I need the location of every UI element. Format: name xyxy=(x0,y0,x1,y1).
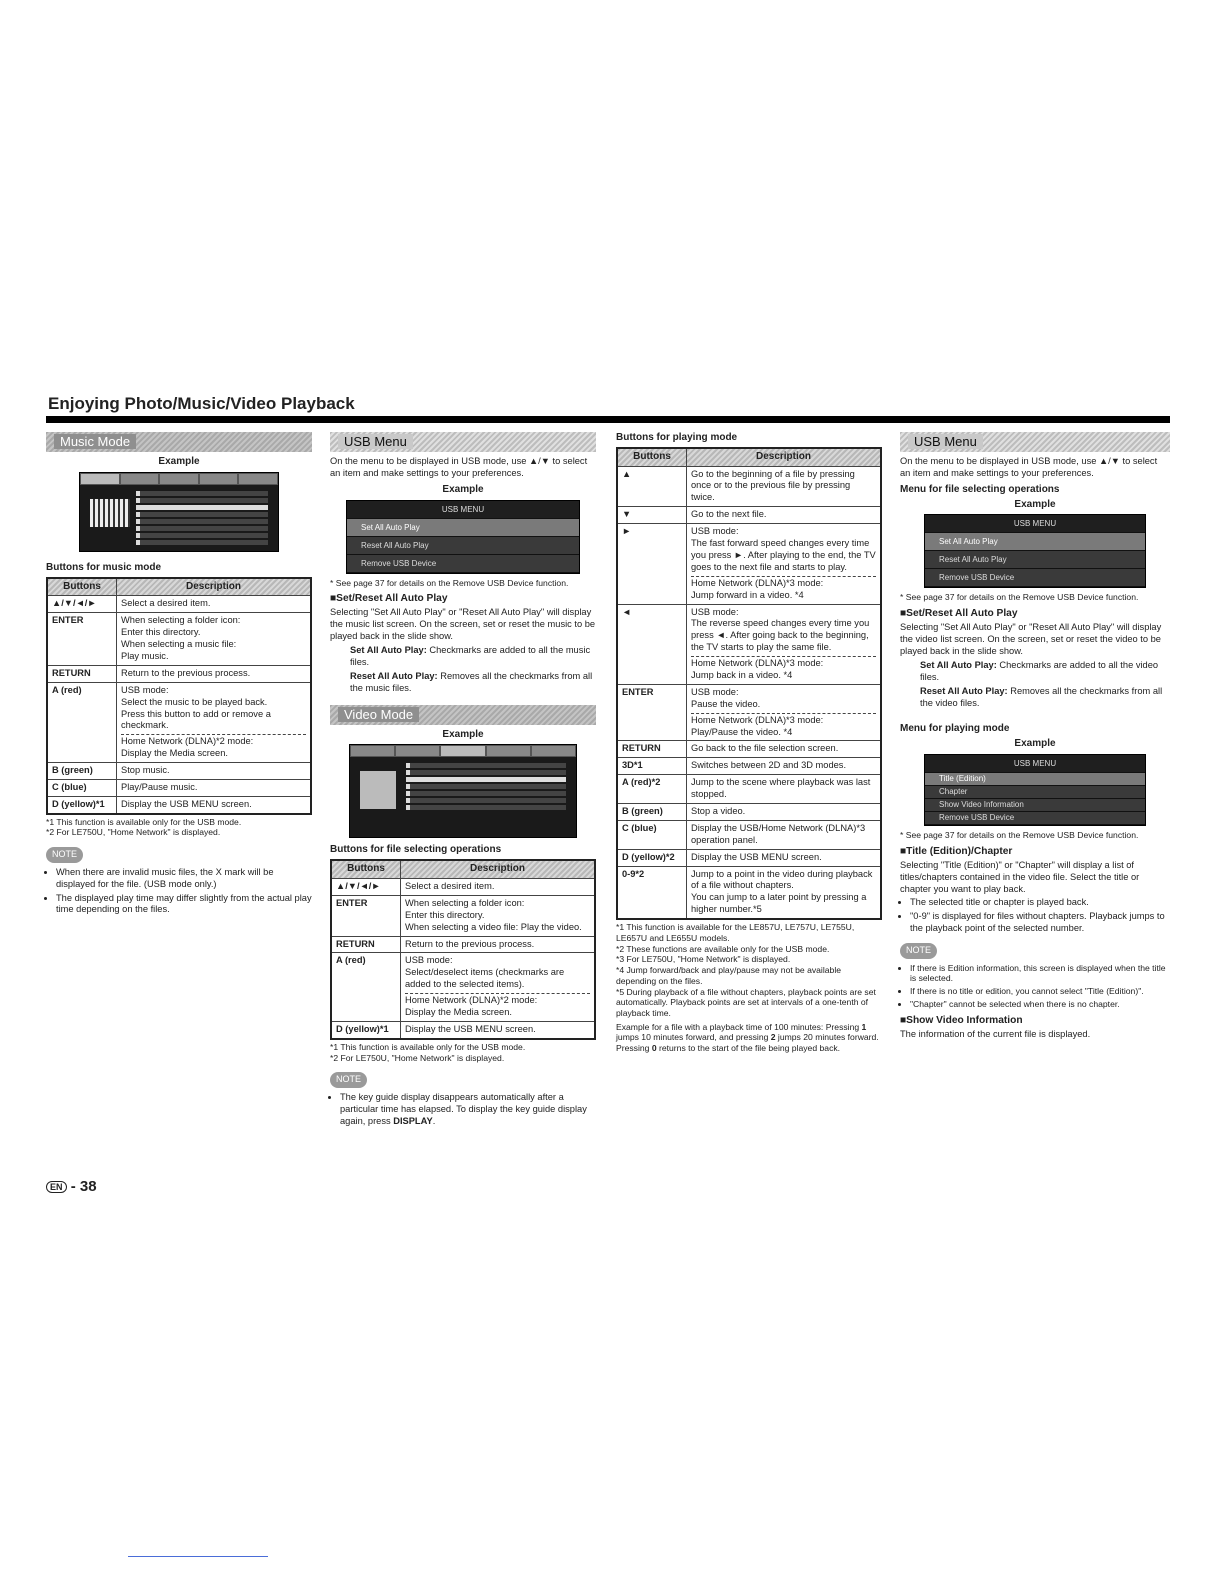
usb-menu-intro: On the menu to be displayed in USB mode, use ▲/▼ to select an item and make settings to your preferences. xyxy=(900,456,1158,478)
music-example-label: Example xyxy=(158,456,200,467)
music-buttons-table xyxy=(46,577,312,815)
list-item: • When there are invalid music files, the X mark will be displayed for the file. (USB mode only.) xyxy=(56,867,312,891)
playback-example-text: Example for a file with a playback time of 100 minutes: Pressing 1 jumps 10 minutes forward, and pressing 2 jumps 20 minutes forward. Pressing 0 returns to the start of the file being played back. xyxy=(616,1021,879,1054)
set-all-item: Set All Auto Play: Checkmarks are added to all the video files. xyxy=(920,659,1159,682)
usb-menu-example-screenshot: USB MENU Set All Auto Play Reset All Auto Play Remove USB Device xyxy=(346,500,580,574)
table-row: D (yellow)*2 Display the USB MENU screen. xyxy=(617,849,881,866)
piano-icon xyxy=(90,499,130,527)
table-row: A (red)*2 Jump to the scene where playback was last stopped. xyxy=(617,775,881,804)
playing-footnote-1: *1 This function is available for the LE857U, LE757U, LE755U, LE657U and LE655U models. xyxy=(616,922,855,943)
video-example-screenshot xyxy=(349,744,577,838)
file-menu-example-screenshot: USB MENU Set All Auto Play Reset All Auto Play Remove USB Device xyxy=(924,514,1146,588)
note-badge: NOTE xyxy=(46,847,83,863)
reset-all-item: Reset All Auto Play: Removes all the checkmarks from all the music files. xyxy=(350,670,593,693)
list-item: • If there is Edition information, this screen is displayed when the title is selected. xyxy=(910,963,1170,984)
table-row: B (green) Stop a video. xyxy=(617,803,881,820)
table-header-description: Description xyxy=(401,860,596,878)
usb-menu-intro: On the menu to be displayed in USB mode, use ▲/▼ to select an item and make settings to your preferences. xyxy=(330,456,588,478)
table-row: RETURN Go back to the file selection screen. xyxy=(617,741,881,758)
list-item: • The selected title or chapter is played back. xyxy=(910,897,1170,909)
playing-footnote-2: *2 These functions are available only for the USB mode. xyxy=(616,943,830,954)
show-info-text: The information of the current file is displayed. xyxy=(900,1028,1091,1039)
note-badge: NOTE xyxy=(900,943,937,959)
list-item: • The displayed play time may differ slightly from the actual play time depending on the files. xyxy=(56,893,312,917)
video-example-label: Example xyxy=(442,728,484,740)
playing-buttons-table xyxy=(616,447,882,920)
title-notes xyxy=(900,963,1170,1010)
set-reset-text: Selecting "Set All Auto Play" or "Reset All Auto Play" will display the music list screen. On the screen, set or reset the music to be played back in the slide show. xyxy=(330,607,596,642)
table-row: ▼ Go to the next file. xyxy=(617,507,881,524)
music-notes xyxy=(46,867,312,917)
column-playing-mode xyxy=(616,432,882,1057)
play-menu-title: Menu for playing mode xyxy=(900,723,1010,735)
list-item: • The key guide display disappears automatically after a particular time has elapsed. To display the key guide display again, press DISPLAY. xyxy=(340,1092,596,1128)
table-header-description: Description xyxy=(117,578,312,596)
set-reset-heading: ■ Set/Reset All Auto Play xyxy=(330,592,596,605)
file-menu-footnote: * See page 37 for details on the Remove USB Device function. xyxy=(900,592,1139,603)
playing-table-title: Buttons for playing mode xyxy=(616,432,738,443)
usb-menu-footnote: * See page 37 for details on the Remove USB Device function. xyxy=(330,577,569,588)
music-footnote-2: *2 For LE750U, "Home Network" is displayed. xyxy=(46,827,221,838)
usb-menu-example-label: Example xyxy=(442,483,484,495)
table-row: ▲/▼/◄/► Select a desired item. xyxy=(331,878,595,895)
music-mode-band: Music Mode xyxy=(46,432,312,452)
video-footnote-2: *2 For LE750U, "Home Network" is displayed. xyxy=(330,1052,505,1063)
video-table-title: Buttons for file selecting operations xyxy=(330,844,502,856)
table-header-description: Description xyxy=(687,448,882,466)
reset-all-item: Reset All Auto Play: Removes all the checkmarks from all the video files. xyxy=(920,685,1163,708)
play-menu-footnote: * See page 37 for details on the Remove USB Device function. xyxy=(900,829,1139,840)
usb-menu-band: USB Menu xyxy=(330,432,596,452)
page-footer xyxy=(46,1178,97,1195)
table-row: ▲/▼/◄/► Select a desired item. xyxy=(47,596,311,613)
table-row: ◄ USB mode: The reverse speed changes every time you press ◄. After going back to the beginning, the TV starts to play the same file. Home Network (DLNA)*3 mode: Jump back in a video. *4 xyxy=(617,604,881,684)
set-all-item: Set All Auto Play: Checkmarks are added to all the music files. xyxy=(350,645,591,667)
title-chapter-text: Selecting "Title (Edition)" or "Chapter" will display a list of titles/chapters contained in the video file. Select the title or chapter you want to play back. xyxy=(900,859,1140,894)
title-chapter-bullets xyxy=(900,897,1170,935)
video-mode-band: Video Mode xyxy=(330,705,596,725)
table-row: C (blue) Display the USB/Home Network (DLNA)*3 operation panel. xyxy=(617,820,881,849)
show-info-heading: ■ Show Video Information xyxy=(900,1014,1170,1027)
video-notes xyxy=(330,1092,596,1128)
video-footnote-1: *1 This function is available only for the USB mode. xyxy=(330,1041,526,1052)
play-menu-example-label: Example xyxy=(1014,738,1056,750)
table-row: C (blue) Play/Pause music. xyxy=(47,779,311,796)
bottom-link-line xyxy=(128,1556,268,1557)
playing-footnote-5: *5 During playback of a file without chapters, playback points are set automatically. Playback points are set at intervals of a one-tenth of playback time. xyxy=(616,986,876,1018)
table-row: D (yellow)*1 Display the USB MENU screen. xyxy=(47,796,311,813)
music-footnote-1: *1 This function is available only for the USB mode. xyxy=(46,816,242,827)
column-usb-menu-video xyxy=(900,432,1170,1043)
play-menu-example-screenshot: USB MENU Title (Edition) Chapter Show Video Information Remove USB Device xyxy=(924,754,1146,826)
playing-footnote-3: *3 For LE750U, "Home Network" is displayed. xyxy=(616,954,791,965)
language-badge: EN xyxy=(46,1181,67,1193)
table-row: 0-9*2 Jump to a point in the video during playback of a file without chapters. You can jump to a later point by pressing a higher number.*5 xyxy=(617,866,881,919)
title-chapter-heading: ■ Title (Edition)/Chapter xyxy=(900,845,1170,858)
column-music-mode xyxy=(46,432,312,918)
table-header-buttons: Buttons xyxy=(47,578,117,596)
page-number: - 38 xyxy=(70,1178,97,1195)
video-buttons-table xyxy=(330,859,596,1040)
table-row: ▲ Go to the beginning of a file by pressing once or to the previous file by pressing twice. xyxy=(617,466,881,507)
table-row: 3D*1 Switches between 2D and 3D modes. xyxy=(617,758,881,775)
table-row: RETURN Return to the previous process. xyxy=(331,936,595,953)
table-row: D (yellow)*1 Display the USB MENU screen. xyxy=(331,1021,595,1038)
file-menu-title: Menu for file selecting operations xyxy=(900,483,1060,495)
table-row: ENTER USB mode: Pause the video. Home Network (DLNA)*3 mode: Play/Pause the video. *4 xyxy=(617,684,881,741)
playing-footnote-4: *4 Jump forward/back and play/pause may not be available depending on the files. xyxy=(616,965,842,986)
table-row: B (green) Stop music. xyxy=(47,763,311,780)
list-item: • If there is no title or edition, you cannot select "Title (Edition)". xyxy=(910,986,1170,997)
list-item: • "Chapter" cannot be selected when there is no chapter. xyxy=(910,999,1170,1010)
table-header-buttons: Buttons xyxy=(617,448,687,466)
usb-menu-band: USB Menu xyxy=(900,432,1170,452)
table-row: A (red) USB mode: Select the music to be played back. Press this button to add or remove a checkmark. Home Network (DLNA)*2 mode: Display the Media screen. xyxy=(47,682,311,762)
title-rule xyxy=(46,416,1170,423)
set-reset-heading: ■ Set/Reset All Auto Play xyxy=(900,607,1170,620)
file-menu-example-label: Example xyxy=(1014,498,1056,510)
music-example-screenshot xyxy=(79,472,279,552)
list-item: • "0-9" is displayed for files without chapters. Playback jumps to the playback point of the selected number. xyxy=(910,911,1170,935)
set-reset-text: Selecting "Set All Auto Play" or "Reset All Auto Play" will display the video list screen. On the screen, set or reset the video to be played back in the slide show. xyxy=(900,622,1162,656)
film-icon xyxy=(360,771,396,809)
table-row: ► USB mode: The fast forward speed changes every time you press ►. After playing to the end, the TV goes to the next file and starts to play. Home Network (DLNA)*3 mode: Jump forward in a video. *4 xyxy=(617,524,881,604)
table-row: ENTER When selecting a folder icon: Enter this directory. When selecting a video file: Play the video. xyxy=(331,895,595,936)
table-header-buttons: Buttons xyxy=(331,860,401,878)
table-row: A (red) USB mode: Select/deselect items (checkmarks are added to the selected items). Home Network (DLNA)*2 mode: Display the Media screen. xyxy=(331,953,595,1021)
column-usb-menu-video-mode xyxy=(330,432,596,1129)
music-table-title: Buttons for music mode xyxy=(46,561,162,573)
note-badge: NOTE xyxy=(330,1072,367,1088)
table-row: RETURN Return to the previous process. xyxy=(47,665,311,682)
table-row: ENTER When selecting a folder icon: Enter this directory. When selecting a music file: Play music. xyxy=(47,613,311,666)
page-title: Enjoying Photo/Music/Video Playback xyxy=(48,394,355,413)
